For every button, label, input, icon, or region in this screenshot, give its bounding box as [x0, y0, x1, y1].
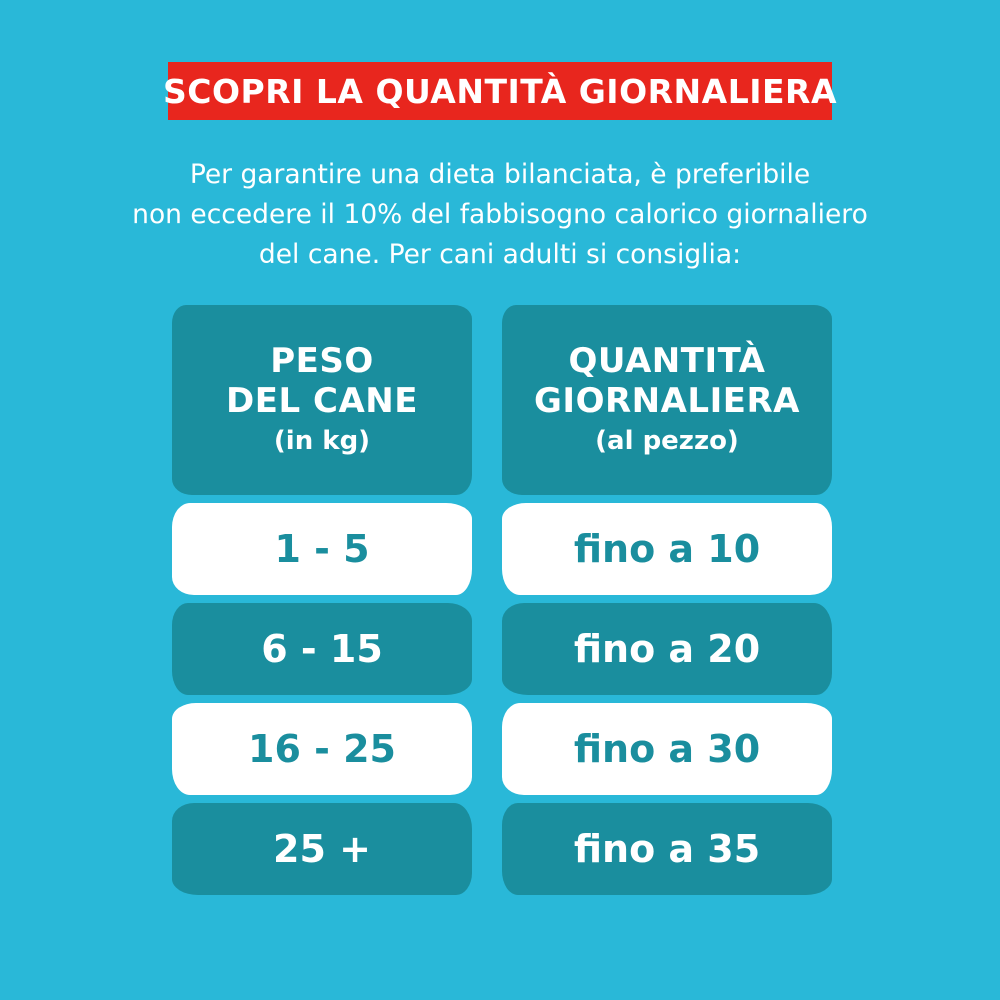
- cell-amount: fino a 35: [502, 803, 832, 895]
- table-row: [172, 603, 832, 695]
- cell-amount: fino a 20: [502, 603, 832, 695]
- header-weight-unit: (in kg): [273, 426, 371, 456]
- cell-weight: 6 - 15: [172, 603, 472, 695]
- title-banner: [163, 62, 838, 120]
- page-title: SCOPRI LA QUANTITÀ GIORNALIERA: [163, 71, 838, 111]
- cell-weight: 1 - 5: [172, 503, 472, 595]
- intro-paragraph: [100, 155, 900, 275]
- header-cell-weight: [172, 305, 472, 495]
- header-cell-amount: [502, 305, 832, 495]
- header-amount-line-1: QUANTITÀ: [568, 341, 766, 381]
- table-row: [172, 703, 832, 795]
- table-row: [172, 503, 832, 595]
- header-amount-unit: (al pezzo): [595, 426, 739, 456]
- header-amount-line-2: GIORNALIERA: [534, 381, 800, 421]
- table-row: [172, 803, 832, 895]
- header-weight-line-1: PESO: [270, 341, 374, 381]
- cell-amount: fino a 30: [502, 703, 832, 795]
- intro-line-2: non eccedere il 10% del fabbisogno calorico giornaliero: [132, 199, 868, 230]
- cell-weight: 25 +: [172, 803, 472, 895]
- intro-line-1: Per garantire una dieta bilanciata, è preferibile: [189, 159, 811, 190]
- feeding-table: [172, 305, 832, 903]
- intro-line-3: del cane. Per cani adulti si consiglia:: [258, 239, 742, 270]
- cell-amount: fino a 10: [502, 503, 832, 595]
- cell-weight: 16 - 25: [172, 703, 472, 795]
- header-weight-line-2: DEL CANE: [226, 381, 418, 421]
- table-header-row: [172, 305, 832, 495]
